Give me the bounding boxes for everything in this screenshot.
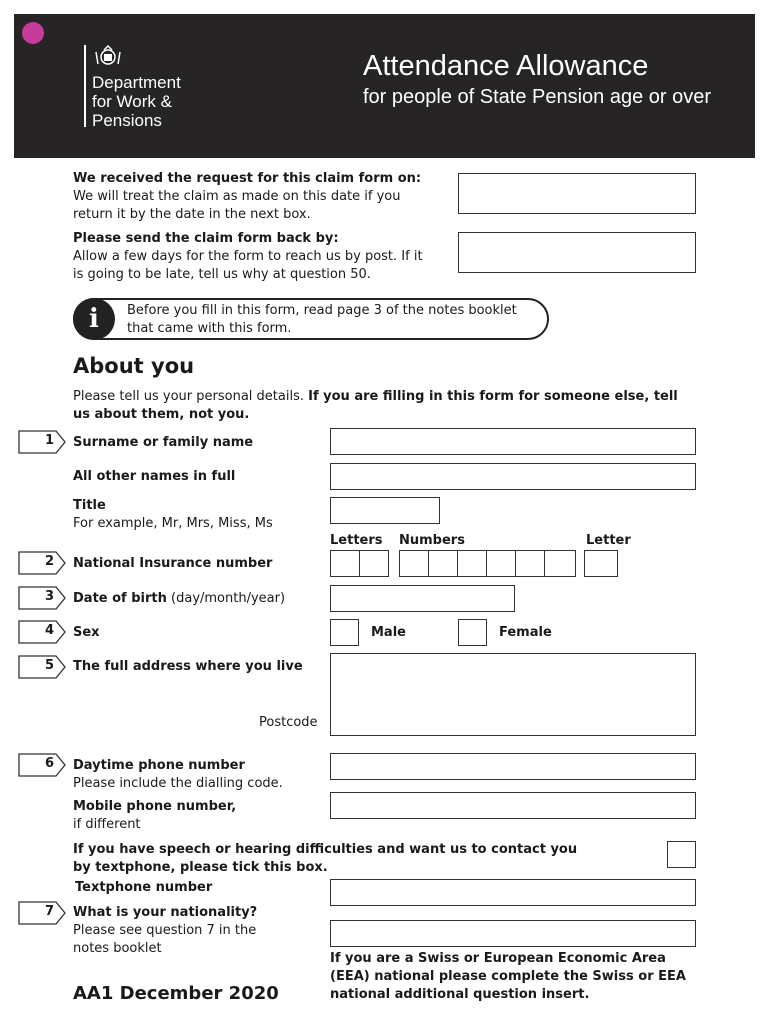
- title-hint: For example, Mr, Mrs, Miss, Ms: [73, 516, 273, 531]
- ni-digit-box[interactable]: [515, 550, 545, 577]
- ni-letter-heading: Letter: [586, 533, 631, 548]
- ni-letter-box[interactable]: [330, 550, 360, 577]
- address-input[interactable]: [330, 653, 696, 736]
- mobile-phone-hint: if different: [73, 817, 141, 832]
- question-number: 2: [44, 554, 54, 569]
- question-number: 3: [44, 589, 54, 604]
- received-text: We will treat the claim as made on this date if you return it by the date in the next box.: [73, 189, 401, 222]
- received-label: We received the request for this claim form on:: [73, 171, 422, 186]
- textphone-checkbox[interactable]: [667, 841, 696, 868]
- info-text: Before you fill in this form, read page 3 of the notes booklet that came with this form.: [127, 303, 517, 336]
- mobile-phone-input[interactable]: [330, 792, 696, 819]
- dob-label: Date of birth (day/month/year): [73, 591, 286, 606]
- nationality-input[interactable]: [330, 920, 696, 947]
- question-number: 1: [44, 433, 54, 448]
- ni-digit-box[interactable]: [544, 550, 576, 577]
- royal-crest-icon: [92, 44, 124, 70]
- send-back-date-field[interactable]: [458, 232, 696, 273]
- textphone-input[interactable]: [330, 879, 696, 906]
- male-checkbox[interactable]: [330, 619, 359, 646]
- daytime-phone-label: Daytime phone number: [73, 758, 245, 773]
- address-label: The full address where you live: [73, 659, 303, 674]
- ni-digit-box[interactable]: [457, 550, 487, 577]
- question-number: 4: [44, 623, 54, 638]
- department-name: Department for Work & Pensions: [92, 73, 181, 130]
- form-subtitle: for people of State Pension age or over: [363, 86, 712, 108]
- textphone-label: Textphone number: [75, 880, 213, 895]
- question-number: 5: [44, 658, 54, 673]
- section-heading: About you: [73, 354, 195, 378]
- received-date-field[interactable]: [458, 173, 696, 214]
- eea-note: If you are a Swiss or European Economic Area (EEA) national please complete the Swiss or EEA national additional question insert.: [330, 951, 686, 1002]
- ni-digit-box[interactable]: [428, 550, 458, 577]
- ni-numbers-heading: Numbers: [399, 533, 465, 548]
- nationality-hint: Please see question 7 in the notes booklet: [73, 923, 257, 956]
- dob-input[interactable]: [330, 585, 515, 612]
- other-names-input[interactable]: [330, 463, 696, 490]
- male-label: Male: [371, 625, 406, 640]
- logo-divider: [84, 45, 86, 127]
- send-back-label: Please send the claim form back by:: [73, 231, 339, 246]
- send-back-text: Allow a few days for the form to reach us by post. If it is going to be late, tell us why at question 50.: [73, 249, 423, 282]
- ni-label: National Insurance number: [73, 556, 273, 571]
- form-title: Attendance Allowance: [363, 50, 649, 82]
- other-names-label: All other names in full: [73, 469, 236, 484]
- info-icon: i: [73, 298, 115, 340]
- surname-label: Surname or family name: [73, 435, 254, 450]
- form-code: AA1 December 2020: [73, 983, 279, 1004]
- sex-label: Sex: [73, 625, 100, 640]
- textphone-question: If you have speech or hearing difficulties and want us to contact you by textphone, please tick this box.: [73, 842, 578, 875]
- title-label: Title: [73, 498, 106, 513]
- mobile-phone-label: Mobile phone number,: [73, 799, 237, 814]
- about-intro: Please tell us your personal details. If you are filling in this form for someone else, tell us about them, not you.: [73, 389, 678, 422]
- female-label: Female: [499, 625, 552, 640]
- surname-input[interactable]: [330, 428, 696, 455]
- female-checkbox[interactable]: [458, 619, 487, 646]
- nationality-label: What is your nationality?: [73, 905, 258, 920]
- postcode-label: Postcode: [259, 715, 318, 730]
- ni-digit-box[interactable]: [486, 550, 516, 577]
- title-input[interactable]: [330, 497, 440, 524]
- ni-suffix-box[interactable]: [584, 550, 618, 577]
- daytime-phone-hint: Please include the dialling code.: [73, 776, 283, 791]
- ni-digit-box[interactable]: [399, 550, 429, 577]
- ni-letters-heading: Letters: [330, 533, 383, 548]
- question-number: 7: [44, 904, 54, 919]
- daytime-phone-input[interactable]: [330, 753, 696, 780]
- question-number: 6: [44, 756, 54, 771]
- colour-marker-dot: [22, 22, 44, 44]
- ni-letter-box[interactable]: [359, 550, 389, 577]
